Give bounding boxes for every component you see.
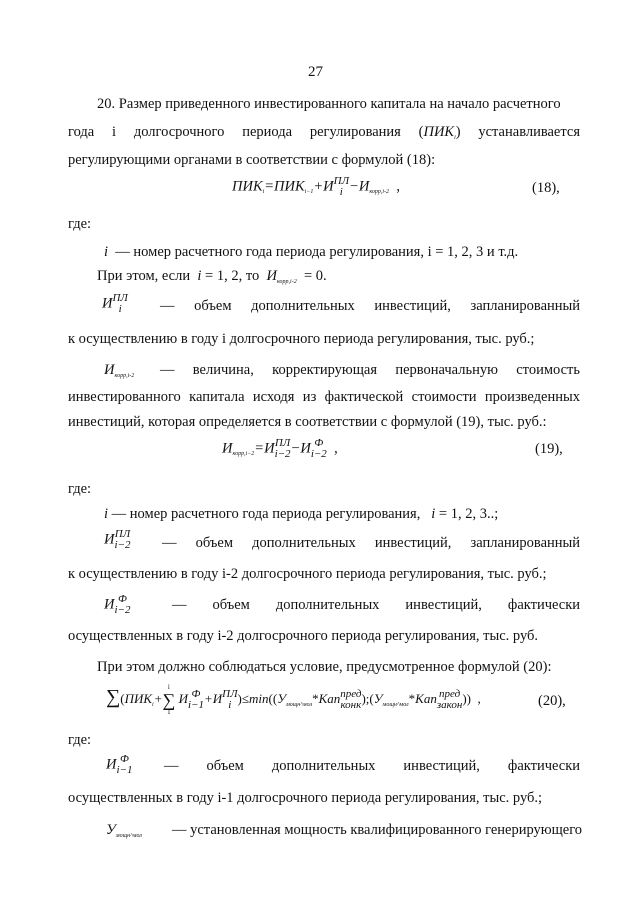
definition-u-mosch: — установленная мощность квалифицированного генерирующего	[172, 822, 583, 838]
symbol-ipl-i: И ПЛ i	[102, 292, 128, 315]
definition-ipl-i-2: — объем дополнительных инвестиций, запланированный	[162, 535, 581, 551]
formula-20: $\sum(ПИК_i+$ i ∑ 1 И Ф i−1 +И ПЛ i )$\le\min((У_{мощн\^{}мол}*Kan$ пред конк )$;(У_{мощн\^{}мол}*Kan$ пред закон )) ,	[106, 683, 481, 716]
paragraph-20-line-2: года i долгосрочного периода регулирования $(ПИК_i)$ устанавливается	[68, 124, 580, 141]
where-label-1: где:	[68, 216, 92, 232]
symbol-if-i-1: И Ф i−1	[106, 753, 133, 776]
definition-ikorr-cont-1: инвестированного капитала исходя из фактической стоимости произведенных	[68, 389, 580, 405]
page-number: 27	[308, 64, 323, 80]
definition-ikorr: — величина, корректирующая первоначальную стоимость	[160, 362, 580, 378]
paragraph-20-line-1: 20. Размер приведенного инвестированного капитала на начало расчетного	[97, 96, 561, 112]
symbol-ikorr: $И_{корр,i-2}$	[104, 362, 135, 379]
definition-if-i-1: — объем дополнительных инвестиций, фактически	[164, 758, 581, 774]
where-label-2: где:	[68, 481, 92, 497]
symbol-if-i-2: И Ф i−2	[104, 593, 131, 616]
definition-i-1: i — номер расчетного года периода регулирования, i = 1, 2, 3 и т.д.	[104, 244, 519, 260]
definition-if-i-2-cont: осуществленных в году i-2 долгосрочного периода регулирования, тыс. руб.	[68, 628, 539, 644]
condition-2: При этом должно соблюдаться условие, предусмотренное формулой (20):	[97, 659, 552, 675]
definition-i-2: i — номер расчетного года периода регулирования, i = 1, 2, 3..;	[104, 506, 499, 522]
definition-ipl-i: — объем дополнительных инвестиций, запланированный	[160, 298, 581, 314]
definition-if-i-1-cont: осуществленных в году i-1 долгосрочного периода регулирования, тыс. руб.;	[68, 790, 543, 806]
formula-20-number: (20),	[538, 693, 566, 709]
where-label-3: где:	[68, 732, 92, 748]
paragraph-20-line-3: регулирующими органами в соответствии с формулой (18):	[68, 152, 436, 168]
definition-ikorr-cont-2: инвестиций, которая определяется в соответствии с формулой (19), тыс. руб.:	[68, 414, 547, 430]
formula-18-number: (18),	[532, 180, 560, 196]
definition-ipl-i-2-cont: к осуществлению в году i-2 долгосрочного периода регулирования, тыс. руб.;	[68, 566, 547, 582]
definition-ipl-i-cont: к осуществлению в году i долгосрочного периода регулирования, тыс. руб.;	[68, 331, 535, 347]
symbol-ipl-i-2: И ПЛ i−2	[104, 528, 131, 551]
symbol-u-mosch: $У_{мощн\^{}мол}$	[106, 822, 142, 839]
condition-1: При этом, если i = 1, 2, то $И_{корр,i-2} = 0$.	[97, 268, 327, 285]
definition-if-i-2: — объем дополнительных инвестиций, фактически	[172, 597, 581, 613]
formula-18: $ПИК_i=ПИК_{i-1}+И$ ПЛ i $-И_{корр,i-2}$ ,	[232, 175, 400, 198]
formula-19-number: (19),	[535, 441, 563, 457]
formula-19: $И_{корр,i-2}=И$ ПЛ i−2 −И Ф i−2 ,	[222, 437, 338, 460]
